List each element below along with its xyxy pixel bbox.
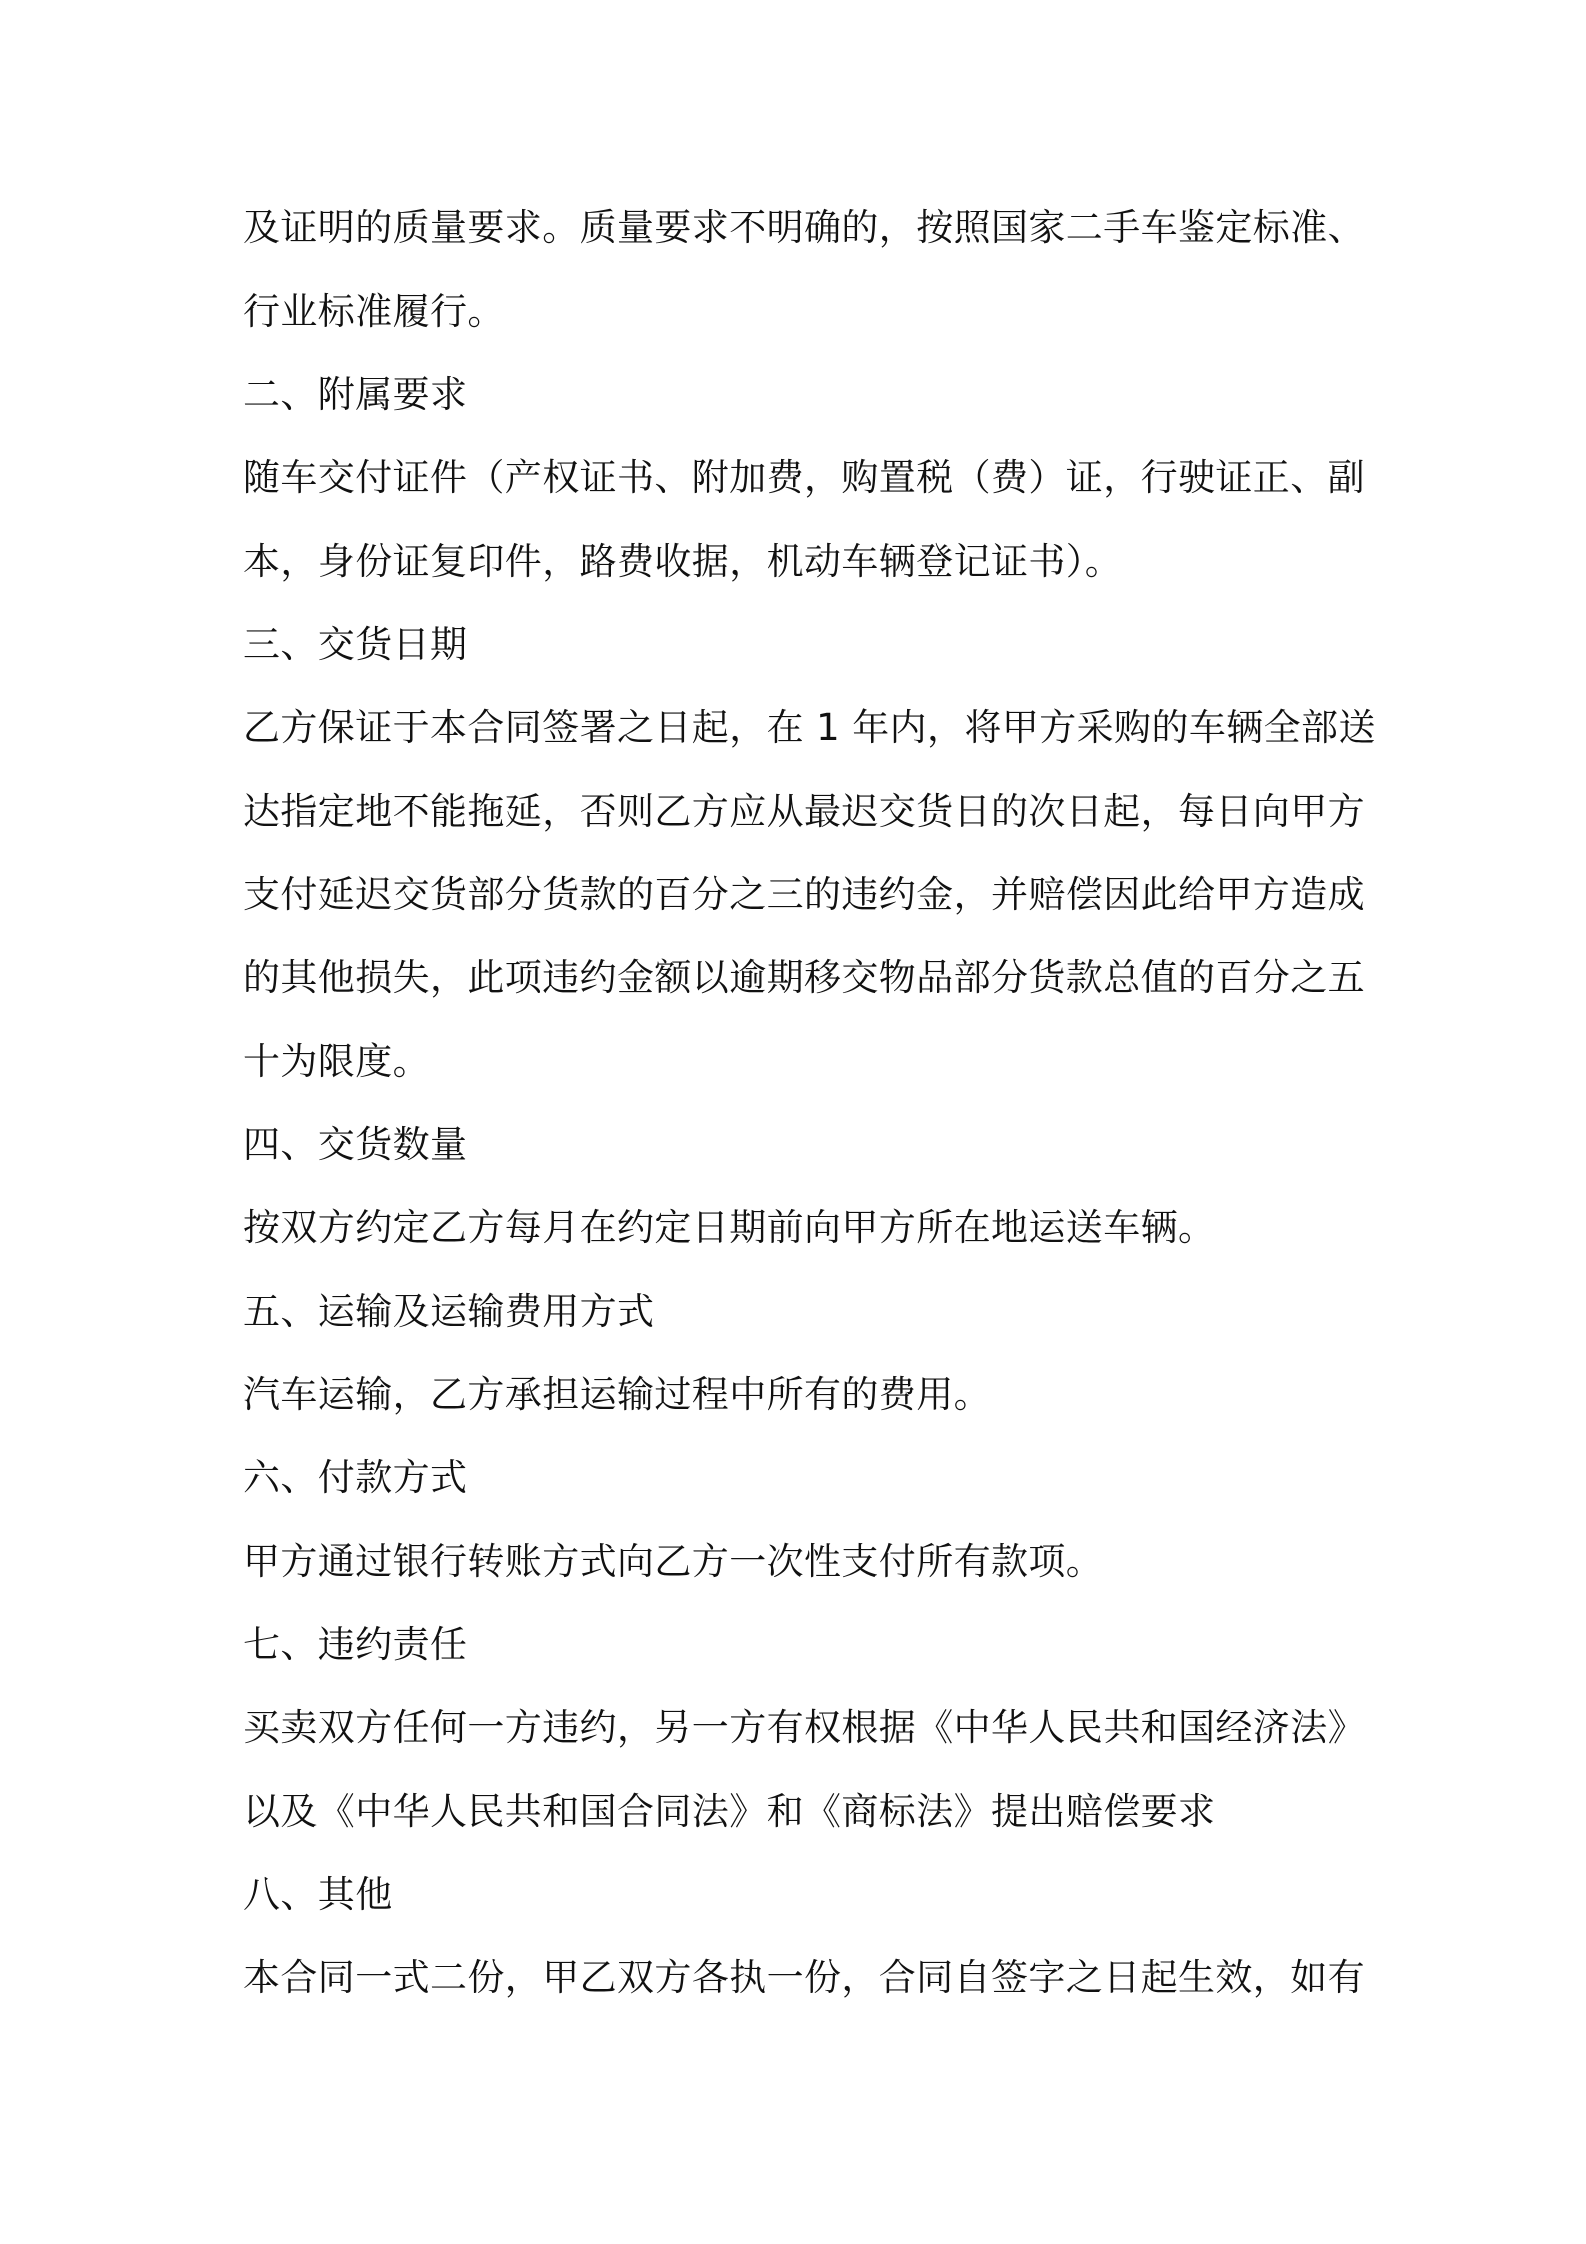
paragraph-documents-line-1: 随车交付证件（产权证书、附加费，购置税（费）证，行驶证正、副 bbox=[243, 456, 1365, 499]
paragraph-other-line-1: 本合同一式二份，甲乙双方各执一份，合同自签字之日起生效，如有 bbox=[243, 1956, 1365, 1999]
paragraph-transport: 汽车运输，乙方承担运输过程中所有的费用。 bbox=[243, 1373, 991, 1416]
heading-section-7: 七、违约责任 bbox=[243, 1623, 468, 1666]
paragraph-quality-requirements-line-1: 及证明的质量要求。质量要求不明确的，按照国家二手车鉴定标准、 bbox=[243, 206, 1365, 249]
paragraph-delivery-date-line-3: 支付延迟交货部分货款的百分之三的违约金，并赔偿因此给甲方造成 bbox=[243, 873, 1365, 916]
paragraph-delivery-quantity: 按双方约定乙方每月在约定日期前向甲方所在地运送车辆。 bbox=[243, 1206, 1216, 1249]
paragraph-documents-line-2: 本，身份证复印件，路费收据，机动车辆登记证书）。 bbox=[243, 540, 1123, 583]
paragraph-liability-line-2: 以及《中华人民共和国合同法》和《商标法》提出赔偿要求 bbox=[243, 1790, 1216, 1833]
paragraph-delivery-date-line-2: 达指定地不能拖延，否则乙方应从最迟交货日的次日起，每日向甲方 bbox=[243, 790, 1365, 833]
paragraph-delivery-date-line-4: 的其他损失，此项违约金额以逾期移交物品部分货款总值的百分之五 bbox=[243, 956, 1365, 999]
heading-section-6: 六、付款方式 bbox=[243, 1456, 468, 1499]
paragraph-liability-line-1: 买卖双方任何一方违约，另一方有权根据《中华人民共和国经济法》 bbox=[243, 1706, 1365, 1749]
paragraph-delivery-date-line-1: 乙方保证于本合同签署之日起，在 1 年内，将甲方采购的车辆全部送 bbox=[243, 706, 1376, 749]
heading-section-8: 八、其他 bbox=[243, 1873, 393, 1916]
paragraph-delivery-date-line-5: 十为限度。 bbox=[243, 1040, 430, 1083]
paragraph-payment: 甲方通过银行转账方式向乙方一次性支付所有款项。 bbox=[243, 1540, 1104, 1583]
heading-section-2: 二、附属要求 bbox=[243, 373, 468, 416]
heading-section-5: 五、运输及运输费用方式 bbox=[243, 1290, 655, 1333]
heading-section-4: 四、交货数量 bbox=[243, 1123, 468, 1166]
heading-section-3: 三、交货日期 bbox=[243, 623, 468, 666]
paragraph-quality-requirements-line-2: 行业标准履行。 bbox=[243, 290, 505, 333]
